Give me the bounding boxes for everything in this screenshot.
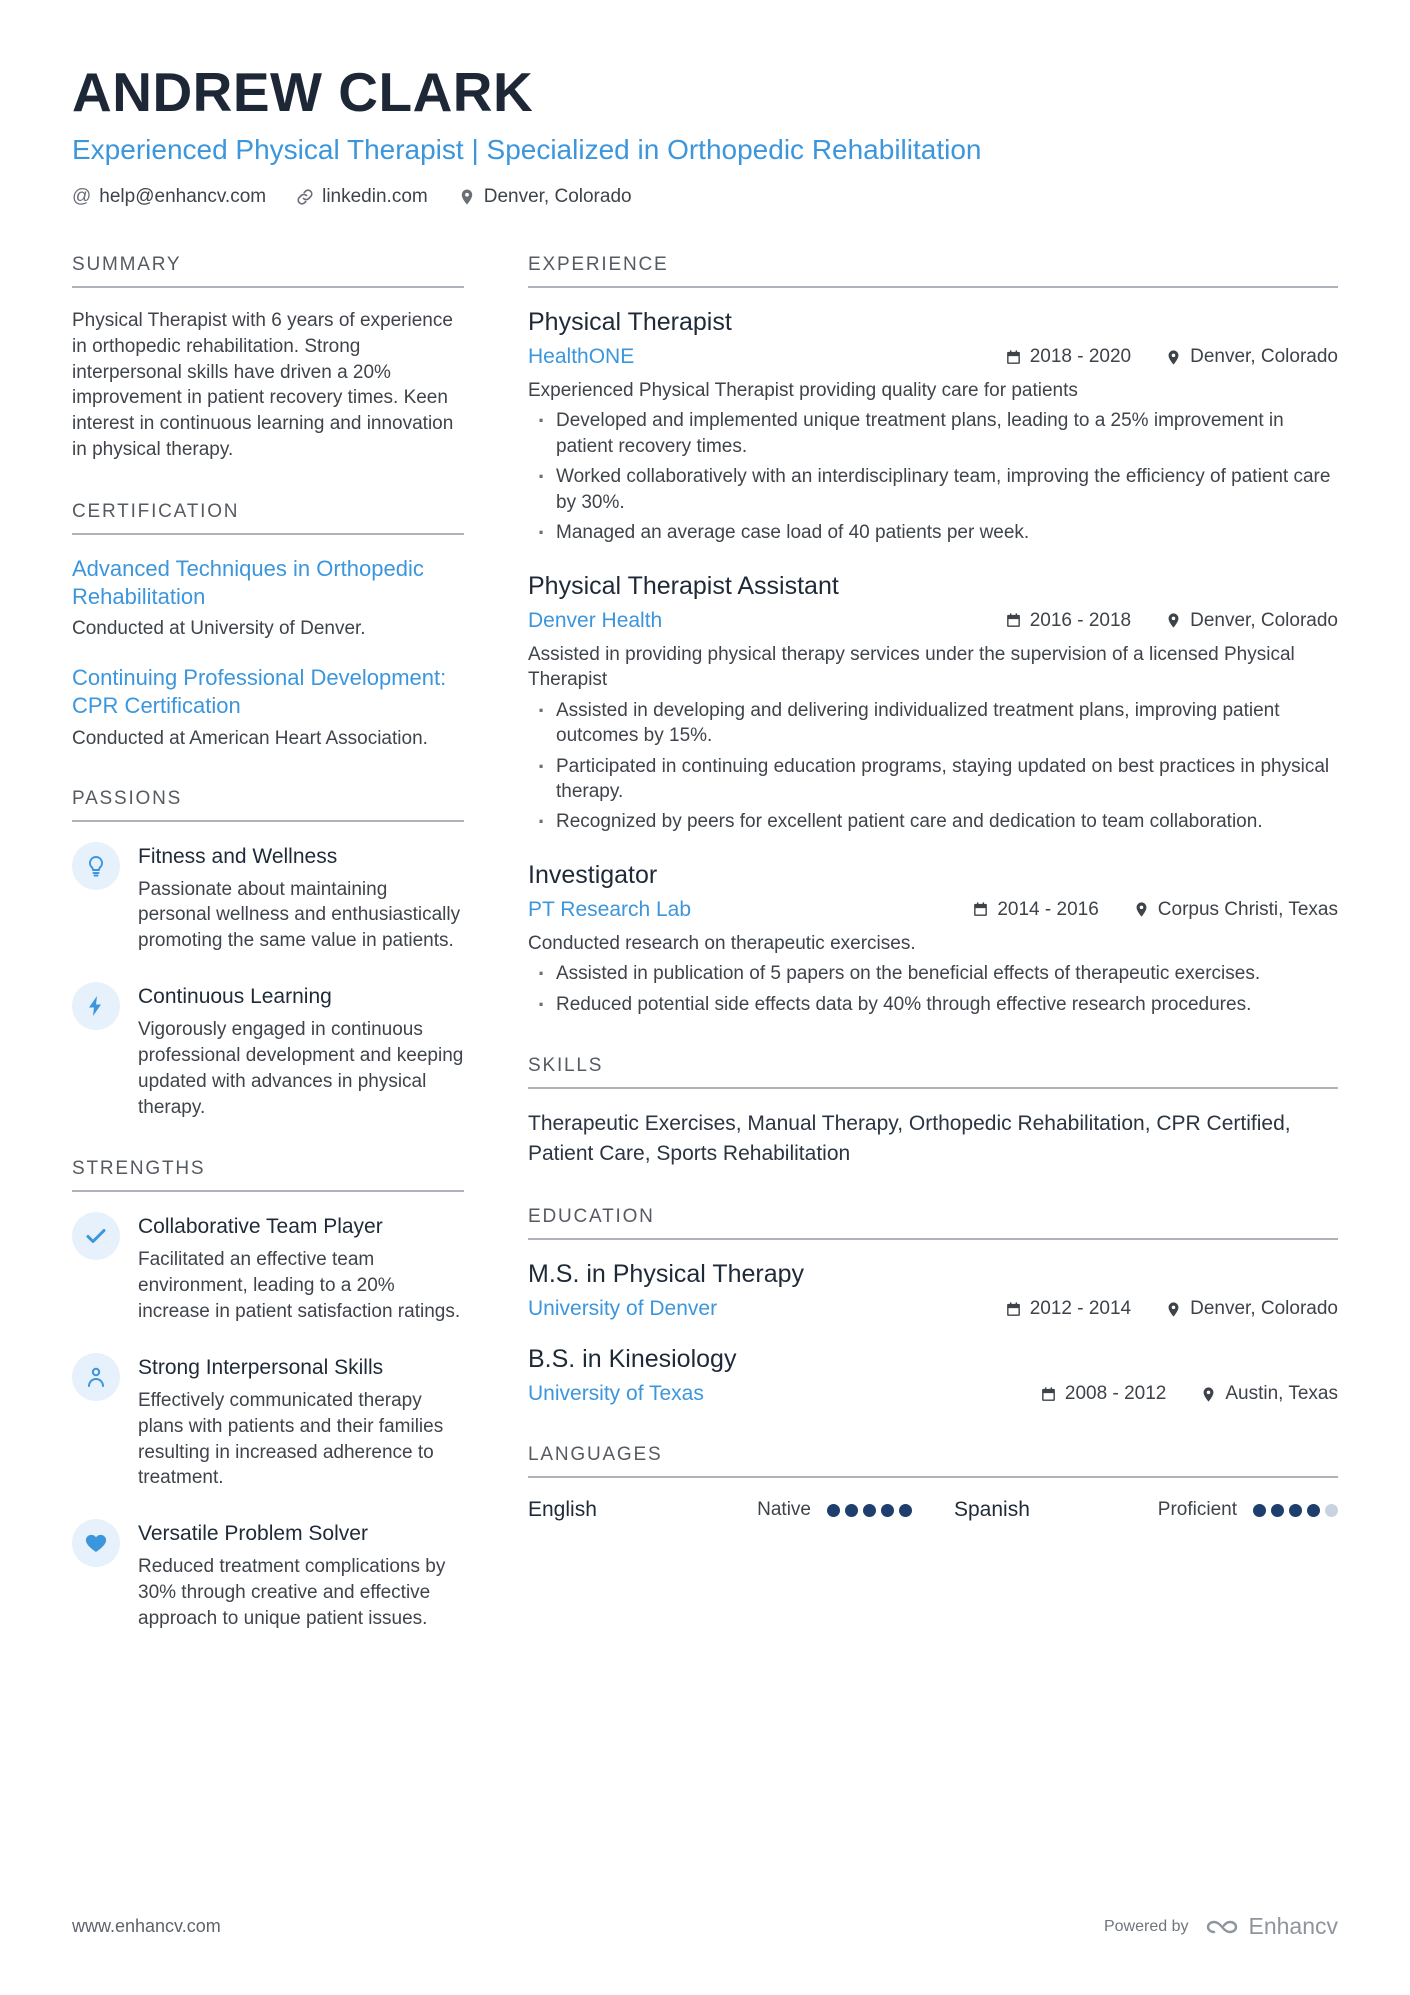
strength-title: Versatile Problem Solver bbox=[138, 1522, 368, 1546]
job-dates-text: 2016 - 2018 bbox=[1029, 609, 1132, 631]
location-pin-icon bbox=[1133, 901, 1150, 918]
right-column bbox=[528, 254, 1338, 1670]
strengths-heading: STRENGTHS bbox=[72, 1158, 464, 1192]
education-location-text: Austin, Texas bbox=[1225, 1383, 1338, 1405]
job-location bbox=[1133, 899, 1338, 921]
strength-description: Facilitated an effective team environment, leading to a 20% increase in patient satisfaction ratings. bbox=[138, 1249, 461, 1323]
location-icon bbox=[458, 188, 476, 206]
candidate-name: ANDREW CLARK bbox=[72, 61, 534, 123]
certification-item bbox=[72, 555, 464, 640]
heart-icon bbox=[72, 1519, 120, 1567]
job-location-text: Denver, Colorado bbox=[1190, 609, 1338, 631]
job-bullet: · Managed an average case load of 40 patients per week. bbox=[528, 520, 1338, 545]
passion-body bbox=[138, 982, 464, 1120]
language-dot-scale bbox=[1253, 1504, 1338, 1517]
job-dates bbox=[972, 899, 1098, 921]
summary-text: Physical Therapist with 6 years of experience in orthopedic rehabilitation. Strong interpersonal skills have driven a 20% improvement in patient recovery times. Keen interest in continuous learning and innovation in physical therapy. bbox=[72, 310, 454, 461]
language-name: Spanish bbox=[954, 1498, 1030, 1522]
education-entry bbox=[528, 1260, 1338, 1321]
job-bullet: · Worked collaboratively with an interdisciplinary team, improving the efficiency of patient care by 30%. bbox=[528, 464, 1338, 515]
experience-entry bbox=[528, 572, 1338, 835]
languages-grid bbox=[528, 1498, 1338, 1522]
job-meta-row bbox=[528, 609, 1338, 633]
enhancv-brand-name: Enhancv bbox=[1248, 1913, 1338, 1939]
passion-title: Fitness and Wellness bbox=[138, 844, 338, 868]
job-location-text: Corpus Christi, Texas bbox=[1157, 898, 1338, 920]
powered-by-block bbox=[1104, 1913, 1338, 1940]
language-level-dot bbox=[881, 1504, 894, 1517]
job-dates-text: 2014 - 2016 bbox=[997, 898, 1099, 920]
education-location bbox=[1200, 1383, 1338, 1405]
job-meta-row bbox=[528, 345, 1338, 369]
certification-title: Advanced Techniques in Orthopedic Rehabilitation bbox=[72, 555, 424, 610]
degree-title: B.S. in Kinesiology bbox=[528, 1345, 737, 1374]
location-text: Denver, Colorado bbox=[483, 186, 632, 207]
passion-item bbox=[72, 982, 464, 1120]
language-level-dot bbox=[863, 1504, 876, 1517]
passion-item bbox=[72, 842, 464, 954]
experience-section bbox=[528, 254, 1338, 1017]
certification-title: Continuing Professional Development: CPR Certification bbox=[72, 665, 447, 719]
strength-description: Effectively communicated therapy plans with patients and their families resulting in increased adherence to treatment. bbox=[138, 1389, 444, 1489]
lightning-icon bbox=[72, 982, 120, 1030]
school-name: University of Denver bbox=[528, 1297, 718, 1321]
job-location bbox=[1165, 610, 1338, 632]
languages-section bbox=[528, 1444, 1338, 1522]
language-name: English bbox=[528, 1498, 597, 1522]
job-summary: Experienced Physical Therapist providing quality care for patients bbox=[528, 380, 1078, 401]
job-bullet-list bbox=[528, 408, 1338, 545]
education-entry bbox=[528, 1345, 1338, 1406]
degree-title: M.S. in Physical Therapy bbox=[528, 1260, 805, 1289]
job-summary: Assisted in providing physical therapy services under the supervision of a licensed Physical Therapist bbox=[528, 643, 1295, 691]
language-level-dot bbox=[1307, 1504, 1320, 1517]
language-level-dot bbox=[1325, 1504, 1338, 1517]
location-pin-icon bbox=[1165, 349, 1182, 366]
passions-section bbox=[72, 788, 464, 1121]
language-entry bbox=[954, 1498, 1338, 1522]
certification-item bbox=[72, 664, 464, 749]
calendar-icon bbox=[972, 901, 989, 918]
person-icon bbox=[72, 1353, 120, 1401]
link-icon bbox=[296, 188, 314, 206]
calendar-icon bbox=[1040, 1386, 1057, 1403]
education-location-text: Denver, Colorado bbox=[1190, 1298, 1338, 1320]
languages-heading: LANGUAGES bbox=[528, 1444, 1338, 1478]
passion-description: Vigorously engaged in continuous professional development and keeping updated with advances in physical therapy. bbox=[138, 1019, 464, 1118]
experience-entry bbox=[528, 861, 1338, 1017]
job-bullet: · Developed and implemented unique treatment plans, leading to a 25% improvement in patient recovery times. bbox=[528, 408, 1338, 459]
job-title: Physical Therapist bbox=[528, 308, 732, 336]
passion-description: Passionate about maintaining personal wellness and enthusiastically promoting the same value in patients. bbox=[138, 878, 461, 952]
job-title: Physical Therapist Assistant bbox=[528, 571, 839, 600]
skills-heading: SKILLS bbox=[528, 1055, 1338, 1089]
language-level: Proficient bbox=[1157, 1499, 1237, 1521]
education-meta-row bbox=[528, 1297, 1338, 1321]
calendar-icon bbox=[1005, 1301, 1022, 1318]
experience-entry bbox=[528, 308, 1338, 546]
enhancv-logo bbox=[1204, 1913, 1338, 1940]
education-dates bbox=[1005, 1298, 1131, 1320]
resume-header bbox=[72, 60, 1338, 208]
passion-body bbox=[138, 842, 464, 954]
job-dates bbox=[1005, 346, 1131, 368]
linkedin-text: linkedin.com bbox=[322, 186, 428, 207]
language-level-dot bbox=[1253, 1504, 1266, 1517]
job-location bbox=[1165, 346, 1338, 368]
passions-heading: PASSIONS bbox=[72, 788, 464, 822]
location-pin-icon bbox=[1165, 1301, 1182, 1318]
contact-row bbox=[72, 186, 1338, 208]
certification-heading: CERTIFICATION bbox=[72, 501, 464, 535]
company-name: Denver Health bbox=[528, 608, 663, 632]
strength-body bbox=[138, 1519, 464, 1631]
school-name: University of Texas bbox=[528, 1382, 704, 1406]
summary-section bbox=[72, 254, 464, 463]
strength-title: Collaborative Team Player bbox=[138, 1215, 383, 1239]
experience-heading: EXPERIENCE bbox=[528, 254, 1338, 288]
strength-body bbox=[138, 1353, 464, 1491]
job-bullet: · Assisted in publication of 5 papers on the beneficial effects of therapeutic exercises. bbox=[528, 961, 1338, 986]
enhancv-logo-icon bbox=[1204, 1917, 1240, 1937]
check-icon bbox=[72, 1212, 120, 1260]
strength-body bbox=[138, 1212, 464, 1324]
job-bullet-list bbox=[528, 961, 1338, 1017]
education-dates-text: 2012 - 2014 bbox=[1029, 1298, 1132, 1320]
skills-section bbox=[528, 1055, 1338, 1168]
enhancv-site-link[interactable]: www.enhancv.com bbox=[72, 1916, 221, 1936]
certification-description: Conducted at University of Denver. bbox=[72, 618, 366, 640]
location-pin-icon bbox=[1165, 612, 1182, 629]
job-bullet: · Reduced potential side effects data by 40% through effective research procedures. bbox=[528, 992, 1338, 1017]
company-name: HealthONE bbox=[528, 345, 635, 368]
passion-title: Continuous Learning bbox=[138, 985, 332, 1009]
strengths-section bbox=[72, 1158, 464, 1631]
strength-title: Strong Interpersonal Skills bbox=[138, 1355, 384, 1379]
email-link[interactable] bbox=[72, 186, 266, 208]
job-bullet: · Participated in continuing education programs, staying updated on best practices in physical therapy. bbox=[528, 754, 1338, 805]
summary-heading: SUMMARY bbox=[72, 254, 464, 288]
strength-description: Reduced treatment complications by 30% through creative and effective approach to unique patient issues. bbox=[138, 1556, 446, 1629]
language-level-dot bbox=[1289, 1504, 1302, 1517]
language-level-dot bbox=[1271, 1504, 1284, 1517]
education-meta-row bbox=[528, 1382, 1338, 1406]
company-name: PT Research Lab bbox=[528, 897, 692, 921]
calendar-icon bbox=[1005, 349, 1022, 366]
education-section bbox=[528, 1206, 1338, 1406]
job-bullet: · Recognized by peers for excellent patient care and dedication to team collaboration. bbox=[528, 809, 1338, 834]
language-level-dot bbox=[899, 1504, 912, 1517]
job-dates bbox=[1005, 610, 1131, 632]
job-bullet-list bbox=[528, 698, 1338, 835]
lightbulb-icon bbox=[72, 842, 120, 890]
email-text: help@enhancv.com bbox=[99, 186, 267, 207]
left-column bbox=[72, 254, 464, 1670]
language-dot-scale bbox=[827, 1504, 912, 1517]
education-heading: EDUCATION bbox=[528, 1206, 1338, 1240]
language-level-dot bbox=[827, 1504, 840, 1517]
language-entry bbox=[528, 1498, 912, 1522]
job-bullet: · Assisted in developing and delivering individualized treatment plans, improving patient outcomes by 15%. bbox=[528, 698, 1338, 749]
strength-item bbox=[72, 1353, 464, 1491]
skills-text: Therapeutic Exercises, Manual Therapy, Orthopedic Rehabilitation, CPR Certified, Patient Care, Sports Rehabilitation bbox=[528, 1112, 1291, 1165]
job-dates-text: 2018 - 2020 bbox=[1029, 346, 1132, 367]
language-level-dot bbox=[845, 1504, 858, 1517]
education-location bbox=[1165, 1298, 1338, 1320]
contact-location bbox=[458, 186, 632, 208]
linkedin-link[interactable] bbox=[296, 186, 428, 208]
page-footer bbox=[72, 1913, 1338, 1940]
location-pin-icon bbox=[1200, 1386, 1217, 1403]
certification-section bbox=[72, 501, 464, 750]
job-summary: Conducted research on therapeutic exercises. bbox=[528, 932, 916, 954]
job-title: Investigator bbox=[528, 860, 658, 889]
strength-item bbox=[72, 1519, 464, 1631]
email-icon: @ bbox=[72, 186, 92, 207]
job-location-text: Denver, Colorado bbox=[1190, 346, 1338, 367]
certification-description: Conducted at American Heart Association. bbox=[72, 727, 428, 749]
education-dates bbox=[1040, 1383, 1166, 1405]
language-level: Native bbox=[757, 1499, 811, 1521]
job-meta-row bbox=[528, 898, 1338, 922]
candidate-headline: Experienced Physical Therapist | Specialized in Orthopedic Rehabilitation bbox=[72, 134, 982, 165]
calendar-icon bbox=[1005, 612, 1022, 629]
powered-by-label: Powered by bbox=[1103, 1917, 1189, 1935]
education-dates-text: 2008 - 2012 bbox=[1064, 1383, 1167, 1405]
strength-item bbox=[72, 1212, 464, 1324]
